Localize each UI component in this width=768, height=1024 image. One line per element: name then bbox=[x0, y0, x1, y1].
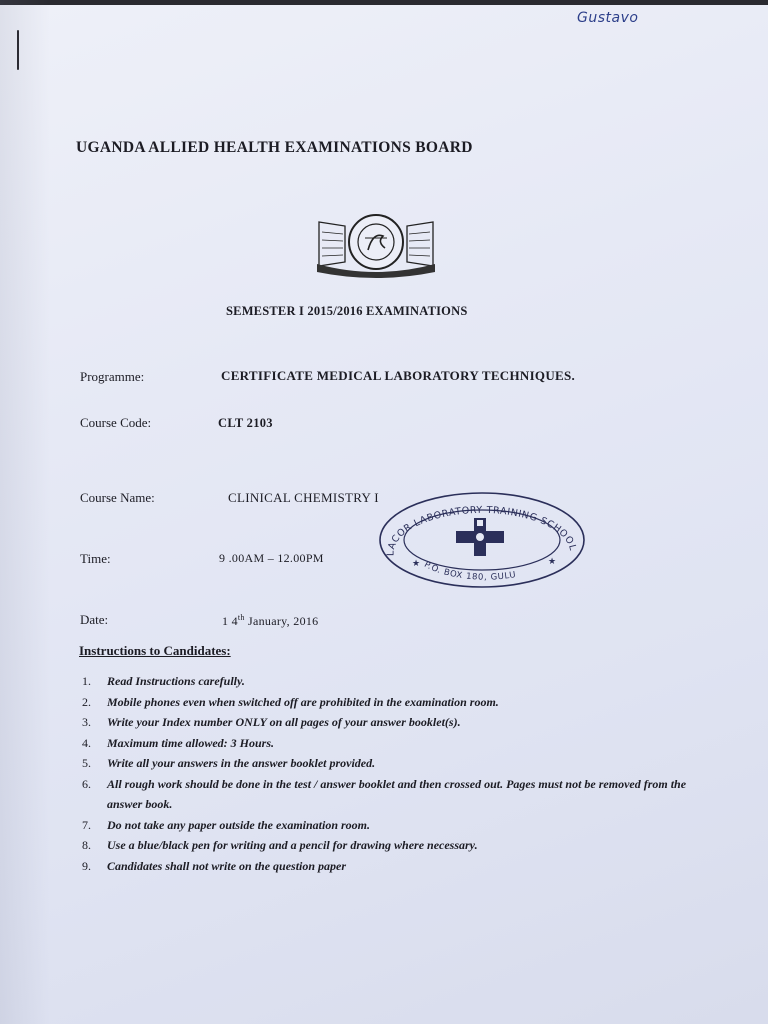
programme-value: CERTIFICATE MEDICAL LABORATORY TECHNIQUES. bbox=[221, 368, 576, 383]
instruction-text: Do not take any paper outside the examination room. bbox=[107, 817, 371, 832]
instruction-text: Write all your answers in the answer booklet provided. bbox=[107, 756, 376, 770]
svg-text:P.O. BOX 180, GULU bbox=[422, 560, 517, 583]
instruction-text: Write your Index number ONLY on all pages of your answer booklet(s). bbox=[107, 715, 461, 729]
date-rest: January, 2016 bbox=[244, 614, 319, 628]
instruction-item bbox=[78, 856, 718, 877]
instruction-number: 9. bbox=[82, 858, 91, 873]
instruction-number: 8. bbox=[82, 838, 91, 852]
school-stamp bbox=[378, 490, 586, 590]
board-logo-icon bbox=[313, 210, 439, 278]
instruction-item bbox=[78, 753, 718, 774]
instruction-text: Use a blue/black pen for writing and a pencil for drawing where necessary. bbox=[107, 838, 478, 852]
paper-top-edge bbox=[0, 0, 768, 5]
course-code-value: CLT 2103 bbox=[218, 416, 273, 430]
instruction-text: Mobile phones even when switched off are prohibited in the examination room. bbox=[107, 694, 499, 709]
stamp-bottom-text: P.O. BOX 180, GULU bbox=[422, 559, 518, 583]
margin-mark bbox=[17, 30, 19, 70]
instruction-text: All rough work should be done in the test / answer booklet and then crossed out. Pages must not be removed from the answer book. bbox=[107, 776, 687, 811]
time-label: Time: bbox=[80, 551, 111, 566]
date-suffix: th bbox=[237, 613, 245, 622]
stamp-star-right-icon: ★ bbox=[548, 556, 557, 566]
instruction-text: Maximum time allowed: 3 Hours. bbox=[107, 735, 275, 750]
instructions-list bbox=[78, 671, 718, 876]
stamp-cross-icon bbox=[456, 518, 504, 556]
instruction-text: Read Instructions carefully. bbox=[107, 674, 245, 688]
stamp-top-text: LACOR LABORATORY TRAINING SCHOOL bbox=[385, 504, 579, 557]
course-name-label: Course Name: bbox=[80, 490, 155, 505]
instruction-item bbox=[78, 712, 718, 733]
handwritten-name: Gustavo bbox=[577, 10, 639, 26]
date-day: 1 4 bbox=[222, 614, 238, 628]
course-code-label: Course Code: bbox=[80, 415, 152, 430]
instruction-number: 2. bbox=[82, 694, 91, 709]
board-title: UGANDA ALLIED HEALTH EXAMINATIONS BOARD bbox=[76, 139, 473, 156]
paper-shadow bbox=[0, 0, 50, 1024]
instruction-number: 3. bbox=[82, 715, 91, 729]
instruction-item bbox=[78, 835, 718, 856]
semester-title: SEMESTER I 2015/2016 EXAMINATIONS bbox=[226, 304, 468, 318]
date-value bbox=[222, 613, 318, 629]
instruction-item bbox=[78, 692, 718, 713]
instruction-item bbox=[78, 671, 718, 692]
time-value: 9 .00AM – 12.00PM bbox=[219, 551, 324, 565]
programme-label: Programme: bbox=[80, 369, 145, 384]
instruction-number: 1. bbox=[82, 674, 91, 688]
instruction-number: 7. bbox=[82, 817, 91, 832]
course-name-value: CLINICAL CHEMISTRY I bbox=[228, 490, 379, 505]
instruction-number: 4. bbox=[82, 735, 91, 750]
date-label: Date: bbox=[80, 612, 109, 627]
instruction-number: 5. bbox=[82, 756, 91, 770]
instruction-number: 6. bbox=[82, 776, 91, 791]
instruction-item bbox=[78, 733, 718, 754]
instructions-heading: Instructions to Candidates: bbox=[79, 643, 231, 658]
instruction-item bbox=[78, 815, 718, 836]
stamp-star-left-icon: ★ bbox=[412, 558, 421, 568]
instruction-text: Candidates shall not write on the question paper bbox=[107, 858, 347, 873]
instruction-item bbox=[78, 774, 718, 815]
